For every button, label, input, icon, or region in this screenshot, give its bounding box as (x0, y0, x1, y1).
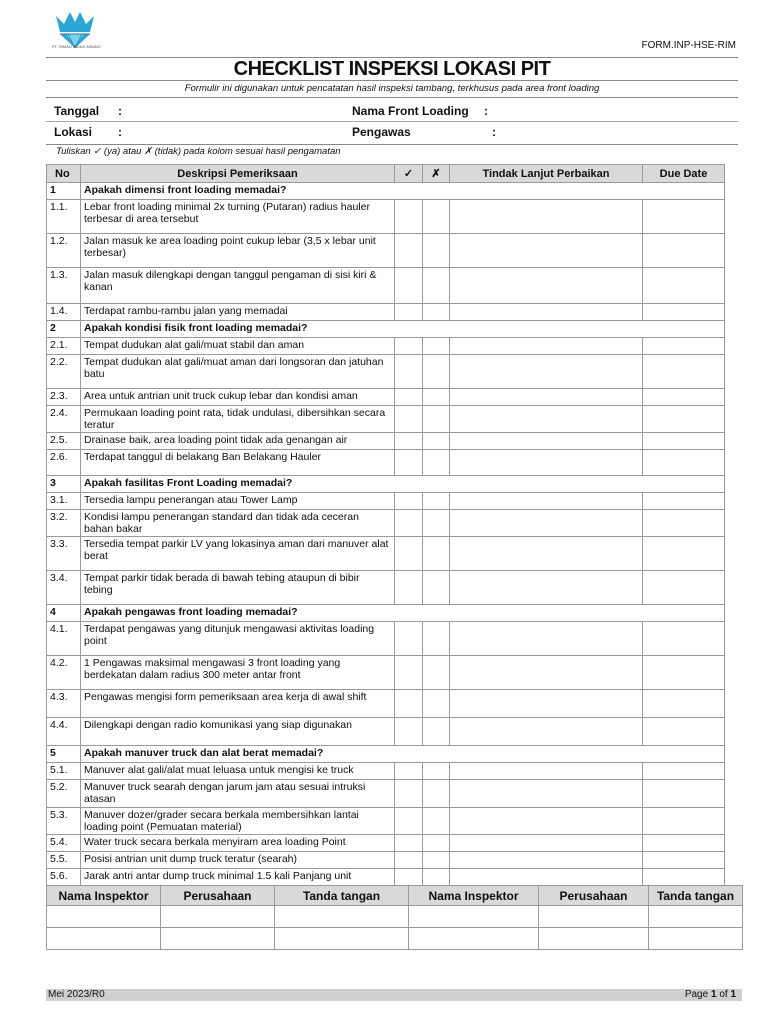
table-row (47, 450, 725, 476)
item-description: Manuver alat gali/alat muat leluasa untuk mengisi ke truck (81, 763, 395, 780)
followup-cell[interactable] (450, 690, 643, 718)
no-checkbox-cell[interactable] (423, 355, 450, 389)
sig-cell[interactable] (409, 928, 539, 950)
section-row (47, 476, 725, 493)
yes-checkbox-cell[interactable] (395, 780, 423, 808)
col-header-yes: ✓ (395, 165, 423, 183)
sig-cell[interactable] (275, 928, 409, 950)
sig-cell[interactable] (649, 906, 743, 928)
yes-checkbox-cell[interactable] (395, 622, 423, 656)
item-description: Pengawas mengisi form pemeriksaan area kerja di awal shift (81, 690, 395, 718)
item-number: 5.6. (47, 869, 81, 886)
table-row (47, 406, 725, 433)
item-description: Lebar front loading minimal 2x turning (Putaran) radius hauler terbesar di area tersebut (81, 200, 395, 234)
item-number: 2.3. (47, 389, 81, 406)
table-row (47, 622, 725, 656)
item-number: 4.2. (47, 656, 81, 690)
signature-header-row (47, 886, 743, 906)
item-description: Manuver truck searah dengan jarum jam atau sesuai intruksi atasan (81, 780, 395, 808)
due-date-cell[interactable] (643, 234, 725, 268)
item-number: 1.1. (47, 200, 81, 234)
due-date-cell[interactable] (643, 510, 725, 537)
followup-cell[interactable] (450, 450, 643, 476)
followup-cell[interactable] (450, 268, 643, 304)
yes-checkbox-cell[interactable] (395, 338, 423, 355)
item-number: 2.4. (47, 406, 81, 433)
page-label: Page (684, 989, 709, 1000)
no-checkbox-cell[interactable] (423, 835, 450, 852)
item-description: Area untuk antrian unit truck cukup lebar dan kondisi aman (81, 389, 395, 406)
item-number: 3.4. (47, 571, 81, 605)
item-description: Drainase baik, area loading point tidak ada genangan air (81, 433, 395, 450)
sig-cell[interactable] (409, 906, 539, 928)
no-checkbox-cell[interactable] (423, 493, 450, 510)
item-description: Dilengkapi dengan radio komunikasi yang siap digunakan (81, 718, 395, 746)
section-number: 5 (47, 746, 81, 763)
title-bar (46, 57, 738, 81)
followup-cell[interactable] (450, 389, 643, 406)
sig-cell[interactable] (47, 906, 161, 928)
followup-cell[interactable] (450, 835, 643, 852)
followup-cell[interactable] (450, 763, 643, 780)
item-description: Jalan masuk ke area loading point cukup lebar (3,5 x lebar unit terbesar) (81, 234, 395, 268)
item-description: Terdapat pengawas yang ditunjuk mengawasi aktivitas loading point (81, 622, 395, 656)
due-date-cell[interactable] (643, 852, 725, 869)
no-checkbox-cell[interactable] (423, 571, 450, 605)
sig-header-signature-1: Tanda tangan (275, 886, 409, 906)
sig-cell[interactable] (161, 906, 275, 928)
followup-cell[interactable] (450, 808, 643, 835)
no-checkbox-cell[interactable] (423, 304, 450, 321)
section-title: Apakah dimensi front loading memadai? (81, 183, 725, 200)
crown-diamond-icon (52, 8, 101, 49)
item-description: Tempat parkir tidak berada di bawah tebing ataupun di bibir tebing (81, 571, 395, 605)
no-checkbox-cell[interactable] (423, 450, 450, 476)
item-number: 5.2. (47, 780, 81, 808)
no-checkbox-cell[interactable] (423, 852, 450, 869)
due-date-cell[interactable] (643, 493, 725, 510)
due-date-cell[interactable] (643, 571, 725, 605)
due-date-cell[interactable] (643, 718, 725, 746)
item-number: 4.1. (47, 622, 81, 656)
table-row (47, 389, 725, 406)
followup-cell[interactable] (450, 355, 643, 389)
sig-cell[interactable] (539, 928, 649, 950)
sig-header-company-2: Perusahaan (539, 886, 649, 906)
item-description: Posisi antrian unit dump truck teratur (searah) (81, 852, 395, 869)
due-date-cell[interactable] (643, 690, 725, 718)
due-date-cell[interactable] (643, 338, 725, 355)
item-number: 2.6. (47, 450, 81, 476)
signature-row (47, 906, 743, 928)
item-description: Terdapat tanggul di belakang Ban Belakang Hauler (81, 450, 395, 476)
table-row (47, 537, 725, 571)
info-section (46, 97, 738, 145)
followup-cell[interactable] (450, 869, 643, 886)
section-title: Apakah manuver truck dan alat berat memadai? (81, 746, 725, 763)
section-row (47, 605, 725, 622)
item-number: 2.5. (47, 433, 81, 450)
followup-cell[interactable] (450, 338, 643, 355)
yes-checkbox-cell[interactable] (395, 355, 423, 389)
yes-checkbox-cell[interactable] (395, 763, 423, 780)
yes-checkbox-cell[interactable] (395, 406, 423, 433)
item-description: Kondisi lampu penerangan standard dan tidak ada ceceran bahan bakar (81, 510, 395, 537)
due-date-cell[interactable] (643, 622, 725, 656)
tanggal-label: Tanggal (54, 104, 100, 118)
form-code: FORM.INP-HSE-RIM (641, 40, 736, 51)
yes-checkbox-cell[interactable] (395, 835, 423, 852)
followup-cell[interactable] (450, 234, 643, 268)
due-date-cell[interactable] (643, 763, 725, 780)
col-header-due: Due Date (643, 165, 725, 183)
sig-header-signature-2: Tanda tangan (649, 886, 743, 906)
table-row (47, 780, 725, 808)
no-checkbox-cell[interactable] (423, 268, 450, 304)
table-row (47, 852, 725, 869)
due-date-cell[interactable] (643, 389, 725, 406)
item-number: 5.4. (47, 835, 81, 852)
table-row (47, 571, 725, 605)
no-checkbox-cell[interactable] (423, 780, 450, 808)
table-row (47, 656, 725, 690)
item-number: 2.1. (47, 338, 81, 355)
front-loading-colon: : (484, 104, 488, 118)
page-current: 1 (710, 989, 717, 1000)
due-date-cell[interactable] (643, 304, 725, 321)
yes-checkbox-cell[interactable] (395, 433, 423, 450)
yes-checkbox-cell[interactable] (395, 493, 423, 510)
item-description: Permukaan loading point rata, tidak undulasi, dibersihkan secara teratur (81, 406, 395, 433)
item-number: 3.2. (47, 510, 81, 537)
followup-cell[interactable] (450, 718, 643, 746)
due-date-cell[interactable] (643, 780, 725, 808)
table-row (47, 869, 725, 886)
due-date-cell[interactable] (643, 537, 725, 571)
table-header-row (47, 165, 725, 183)
followup-cell[interactable] (450, 780, 643, 808)
sig-cell[interactable] (275, 906, 409, 928)
no-checkbox-cell[interactable] (423, 808, 450, 835)
instruction-note: Tuliskan ✓ (ya) atau ✗ (tidak) pada kolom sesuai hasil pengamatan (56, 146, 341, 157)
no-checkbox-cell[interactable] (423, 718, 450, 746)
yes-checkbox-cell[interactable] (395, 656, 423, 690)
item-description: Jalan masuk dilengkapi dengan tanggul pengaman di sisi kiri & kanan (81, 268, 395, 304)
followup-cell[interactable] (450, 852, 643, 869)
due-date-cell[interactable] (643, 808, 725, 835)
section-number: 2 (47, 321, 81, 338)
section-title: Apakah pengawas front loading memadai? (81, 605, 725, 622)
section-number: 4 (47, 605, 81, 622)
sig-header-inspector-2: Nama Inspektor (409, 886, 539, 906)
item-description: Tersedia tempat parkir LV yang lokasinya aman dari manuver alat berat (81, 537, 395, 571)
yes-checkbox-cell[interactable] (395, 869, 423, 886)
col-header-no: No (47, 165, 81, 183)
yes-checkbox-cell[interactable] (395, 200, 423, 234)
signature-row (47, 928, 743, 950)
table-row (47, 718, 725, 746)
info-row-1 (46, 100, 738, 122)
yes-checkbox-cell[interactable] (395, 234, 423, 268)
item-description: Tempat dudukan alat gali/muat aman dari longsoran dan jatuhan batu (81, 355, 395, 389)
table-row (47, 510, 725, 537)
no-checkbox-cell[interactable] (423, 690, 450, 718)
followup-cell[interactable] (450, 571, 643, 605)
sig-cell[interactable] (539, 906, 649, 928)
table-row (47, 690, 725, 718)
due-date-cell[interactable] (643, 406, 725, 433)
section-row (47, 321, 725, 338)
lokasi-colon: : (118, 125, 122, 139)
table-row (47, 808, 725, 835)
due-date-cell[interactable] (643, 835, 725, 852)
item-number: 3.3. (47, 537, 81, 571)
followup-cell[interactable] (450, 200, 643, 234)
item-number: 2.2. (47, 355, 81, 389)
sig-header-inspector-1: Nama Inspektor (47, 886, 161, 906)
sig-cell[interactable] (47, 928, 161, 950)
page-footer (46, 989, 742, 1001)
no-checkbox-cell[interactable] (423, 200, 450, 234)
followup-cell[interactable] (450, 493, 643, 510)
tanggal-colon: : (118, 104, 122, 118)
table-row (47, 763, 725, 780)
followup-cell[interactable] (450, 406, 643, 433)
followup-cell[interactable] (450, 537, 643, 571)
lokasi-label: Lokasi (54, 125, 93, 139)
signature-table (46, 885, 743, 950)
yes-checkbox-cell[interactable] (395, 808, 423, 835)
table-row (47, 304, 725, 321)
logo-caption: PT. RIMAU INDAH MINING (52, 44, 101, 49)
section-number: 3 (47, 476, 81, 493)
yes-checkbox-cell[interactable] (395, 450, 423, 476)
section-number: 1 (47, 183, 81, 200)
pengawas-label: Pengawas (352, 125, 411, 139)
sig-header-company-1: Perusahaan (161, 886, 275, 906)
page-of: of (719, 989, 728, 1000)
page-subtitle: Formulir ini digunakan untuk pencatatan hasil inspeksi tambang, terkhusus pada area front loading (184, 83, 600, 94)
yes-checkbox-cell[interactable] (395, 389, 423, 406)
section-row (47, 183, 725, 200)
pengawas-colon: : (492, 125, 496, 139)
no-checkbox-cell[interactable] (423, 406, 450, 433)
item-number: 1.2. (47, 234, 81, 268)
info-row-2 (46, 123, 738, 145)
table-row (47, 338, 725, 355)
table-row (47, 433, 725, 450)
due-date-cell[interactable] (643, 450, 725, 476)
col-header-followup: Tindak Lanjut Perbaikan (450, 165, 643, 183)
item-number: 4.4. (47, 718, 81, 746)
item-number: 5.3. (47, 808, 81, 835)
yes-checkbox-cell[interactable] (395, 304, 423, 321)
item-description: 1 Pengawas maksimal mengawasi 3 front loading yang berdekatan dalam radius 300 meter antar front (81, 656, 395, 690)
item-description: Tempat dudukan alat gali/muat stabil dan aman (81, 338, 395, 355)
item-number: 3.1. (47, 493, 81, 510)
table-row (47, 234, 725, 268)
no-checkbox-cell[interactable] (423, 234, 450, 268)
col-header-desc: Deskripsi Pemeriksaan (81, 165, 395, 183)
page-number (685, 989, 736, 1001)
yes-checkbox-cell[interactable] (395, 537, 423, 571)
item-number: 1.4. (47, 304, 81, 321)
page-title: CHECKLIST INSPEKSI LOKASI PIT (233, 58, 551, 80)
yes-checkbox-cell[interactable] (395, 268, 423, 304)
followup-cell[interactable] (450, 656, 643, 690)
item-number: 5.5. (47, 852, 81, 869)
due-date-cell[interactable] (643, 869, 725, 886)
followup-cell[interactable] (450, 510, 643, 537)
due-date-cell[interactable] (643, 355, 725, 389)
item-description: Tersedia lampu penerangan atau Tower Lamp (81, 493, 395, 510)
table-row (47, 355, 725, 389)
table-row (47, 268, 725, 304)
page-total: 1 (730, 989, 736, 1000)
no-checkbox-cell[interactable] (423, 763, 450, 780)
yes-checkbox-cell[interactable] (395, 718, 423, 746)
yes-checkbox-cell[interactable] (395, 510, 423, 537)
item-number: 1.3. (47, 268, 81, 304)
no-checkbox-cell[interactable] (423, 338, 450, 355)
due-date-cell[interactable] (643, 200, 725, 234)
due-date-cell[interactable] (643, 433, 725, 450)
no-checkbox-cell[interactable] (423, 389, 450, 406)
yes-checkbox-cell[interactable] (395, 690, 423, 718)
no-checkbox-cell[interactable] (423, 537, 450, 571)
yes-checkbox-cell[interactable] (395, 571, 423, 605)
col-header-no-mark: ✗ (423, 165, 450, 183)
item-description: Water truck secara berkala menyiram area loading Point (81, 835, 395, 852)
table-row (47, 493, 725, 510)
table-row (47, 200, 725, 234)
revision-label: Mei 2023/R0 (48, 989, 105, 1000)
no-checkbox-cell[interactable] (423, 433, 450, 450)
item-description: Jarak antri antar dump truck minimal 1.5 kali Panjang unit (81, 869, 395, 886)
section-title: Apakah fasilitas Front Loading memadai? (81, 476, 725, 493)
front-loading-label: Nama Front Loading (352, 104, 469, 118)
section-title: Apakah kondisi fisik front loading memadai? (81, 321, 725, 338)
yes-checkbox-cell[interactable] (395, 852, 423, 869)
item-number: 4.3. (47, 690, 81, 718)
followup-cell[interactable] (450, 304, 643, 321)
item-number: 5.1. (47, 763, 81, 780)
no-checkbox-cell[interactable] (423, 622, 450, 656)
due-date-cell[interactable] (643, 656, 725, 690)
sig-cell[interactable] (161, 928, 275, 950)
no-checkbox-cell[interactable] (423, 656, 450, 690)
section-row (47, 746, 725, 763)
followup-cell[interactable] (450, 622, 643, 656)
no-checkbox-cell[interactable] (423, 869, 450, 886)
table-row (47, 835, 725, 852)
sig-cell[interactable] (649, 928, 743, 950)
item-description: Terdapat rambu-rambu jalan yang memadai (81, 304, 395, 321)
followup-cell[interactable] (450, 433, 643, 450)
checklist-table (46, 164, 725, 886)
item-description: Manuver dozer/grader secara berkala membersihkan lantai loading point (Pemuatan material) (81, 808, 395, 835)
no-checkbox-cell[interactable] (423, 510, 450, 537)
due-date-cell[interactable] (643, 268, 725, 304)
